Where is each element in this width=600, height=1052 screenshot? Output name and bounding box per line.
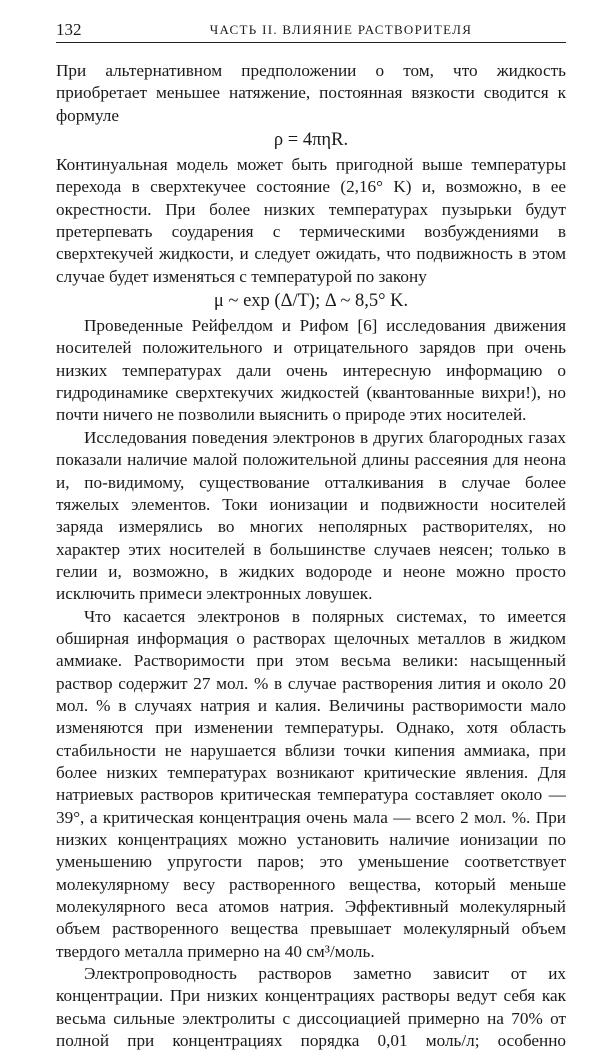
page-header <box>56 18 566 43</box>
paragraph-5: Что касается электронов в полярных системах, то имеется обширная информация о растворах щелочных металлов в жидком аммиаке. Растворимости при этом весьма велики: насыщенный раствор содержит 27 мол. % в случае растворения лития и около 20 мол. % в случаях натрия и калия. Величины растворимости мало изменяются при изменении температуры. Однако, хотя область стабильности не нарушается вблизи точки кипения аммиака, при более низких температурах возникают критические явления. Для натриевых растворов критическая температура составляет около —39°, а критическая концентрация очень мала — всего 2 мол. %. При низких концентрациях можно установить наличие ионизации по уменьшению упругости паров; это уменьшение соответствует молекулярному весу растворенного вещества, который меньше молекулярного веса атомов натрия. Эффективный молекулярный объем растворенного вещества превышает молекулярный объем твердого металла примерно на 40 см³/моль. <box>56 606 566 961</box>
body-text <box>56 60 566 1052</box>
paragraph-3: Проведенные Рейфелдом и Рифом [6] исследования движения носителей положительного и отрицательного зарядов при очень низких температурах дали очень интересную информацию о гидродинамике сверхтекучих жидкостей (квантованные вихри!), но почти ничего не позволили выяснить о природе этих носителей. <box>56 316 566 425</box>
running-title: ЧАСТЬ II. ВЛИЯНИЕ РАСТВОРИТЕЛЯ <box>209 22 473 37</box>
formula-viscosity: ρ = 4πηR. <box>273 130 349 151</box>
formula-mobility: μ ~ exp (Δ/T); Δ ~ 8,5° K. <box>213 291 409 312</box>
paragraph-4: Исследования поведения электронов в других благородных газах показали наличие малой положительной длины рассеяния для неона и, по-видимому, существование отталкивания в случае более тяжелых элементов. Токи ионизации и подвижности носителей заряда измерялись во многих неполярных растворителях, но характер этих носителей в большинстве случаев неясен; только в гелии и, возможно, в жидких водороде и неоне можно просто исключить примеси электронных ловушек. <box>56 427 566 604</box>
paragraph-6: Электропроводность растворов заметно зависит от их концентрации. При низких концентрациях растворы ведут себя как весьма сильные электролиты с диссоциацией примерно на 70% от полной при концентрациях порядка 0,01 моль/л; особенно <box>56 964 566 1051</box>
paragraph-2: Континуальная модель может быть пригодной выше температуры перехода в сверхтекучее состояние (2,16° K) и, возможно, в ее окрестности. При более низких температурах пузырьки будут претерпевать соударения с термическими возбуждениями в сверхтекучей жидкости, и следует ожидать, что подвижность в этом случае будет изменяться с температурой по закону <box>56 155 566 286</box>
page-number: 132 <box>56 20 82 39</box>
paragraph-1: При альтернативном предположении о том, что жидкость приобретает меньшее натяжение, постоянная вязкости сводится к формуле <box>56 61 566 125</box>
